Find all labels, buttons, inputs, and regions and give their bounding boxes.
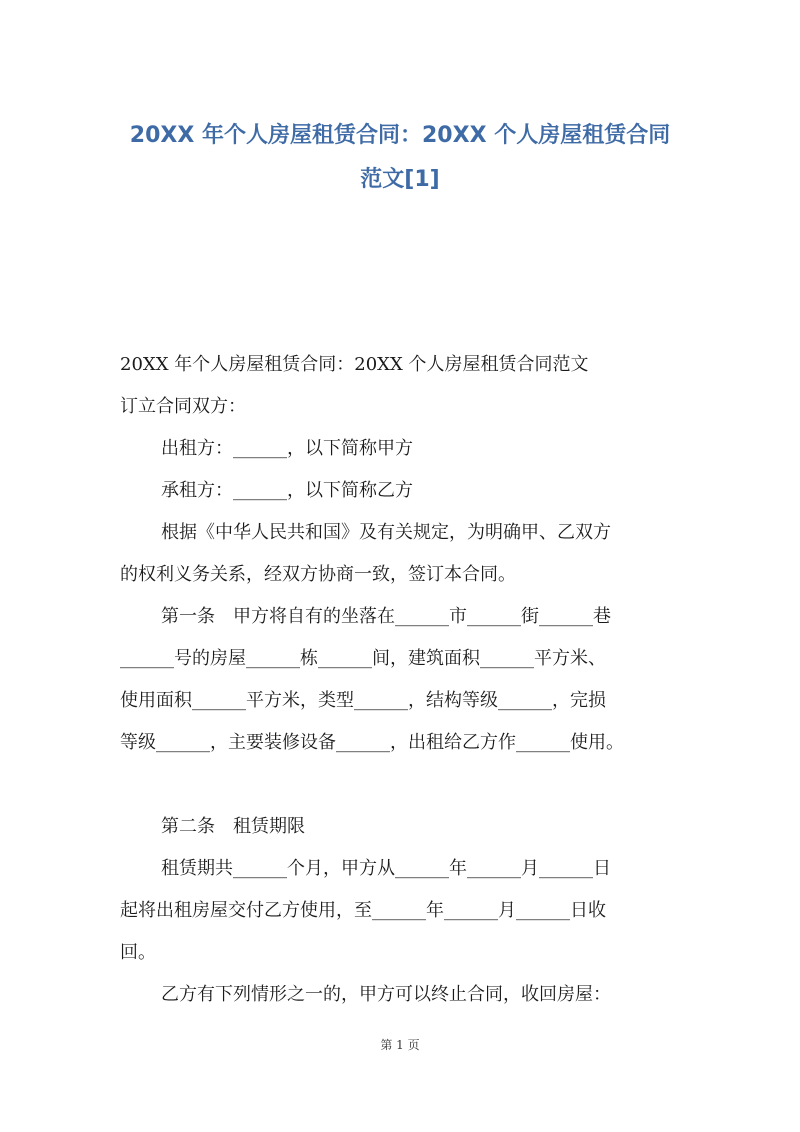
article2-title: 第二条 租赁期限 [161,816,305,837]
preamble-line-1: 根据《中华人民共和国》及有关规定，为明确甲、乙双方 [161,522,611,543]
article2-line-2: 起将出租房屋交付乙方使用，至______年______月______日收 [120,900,606,921]
article2-line-3: 回。 [120,942,156,963]
article1-line-1: 第一条 甲方将自有的坐落在______市______街______巷 [161,606,611,627]
lessee-line: 承租方：______，以下简称乙方 [161,480,413,501]
preamble-line-2: 的权利义务关系，经双方协商一致，签订本合同。 [120,564,516,585]
article2-line-4: 乙方有下列情形之一的，甲方可以终止合同，收回房屋： [161,984,611,1005]
page-number: 第 1 页 [380,1038,420,1052]
lessor-line: 出租方：______，以下简称甲方 [161,438,413,459]
body-heading: 20XX 年个人房屋租赁合同：20XX 个人房屋租赁合同范文 [120,354,589,375]
document-title-line-1: 20XX 年个人房屋租赁合同：20XX 个人房屋租赁合同 [129,123,671,148]
article1-line-2: ______号的房屋______栋______间，建筑面积______平方米、 [120,648,606,669]
article1-line-3: 使用面积______平方米，类型______，结构等级______，完损 [120,690,606,711]
article2-line-1: 租赁期共______个月，甲方从______年______月______日 [161,858,611,879]
document-title-line-2: 范文[1] [360,167,440,192]
article1-line-4: 等级______，主要装修设备______，出租给乙方作______使用。 [120,732,624,753]
parties-intro: 订立合同双方： [120,396,246,417]
